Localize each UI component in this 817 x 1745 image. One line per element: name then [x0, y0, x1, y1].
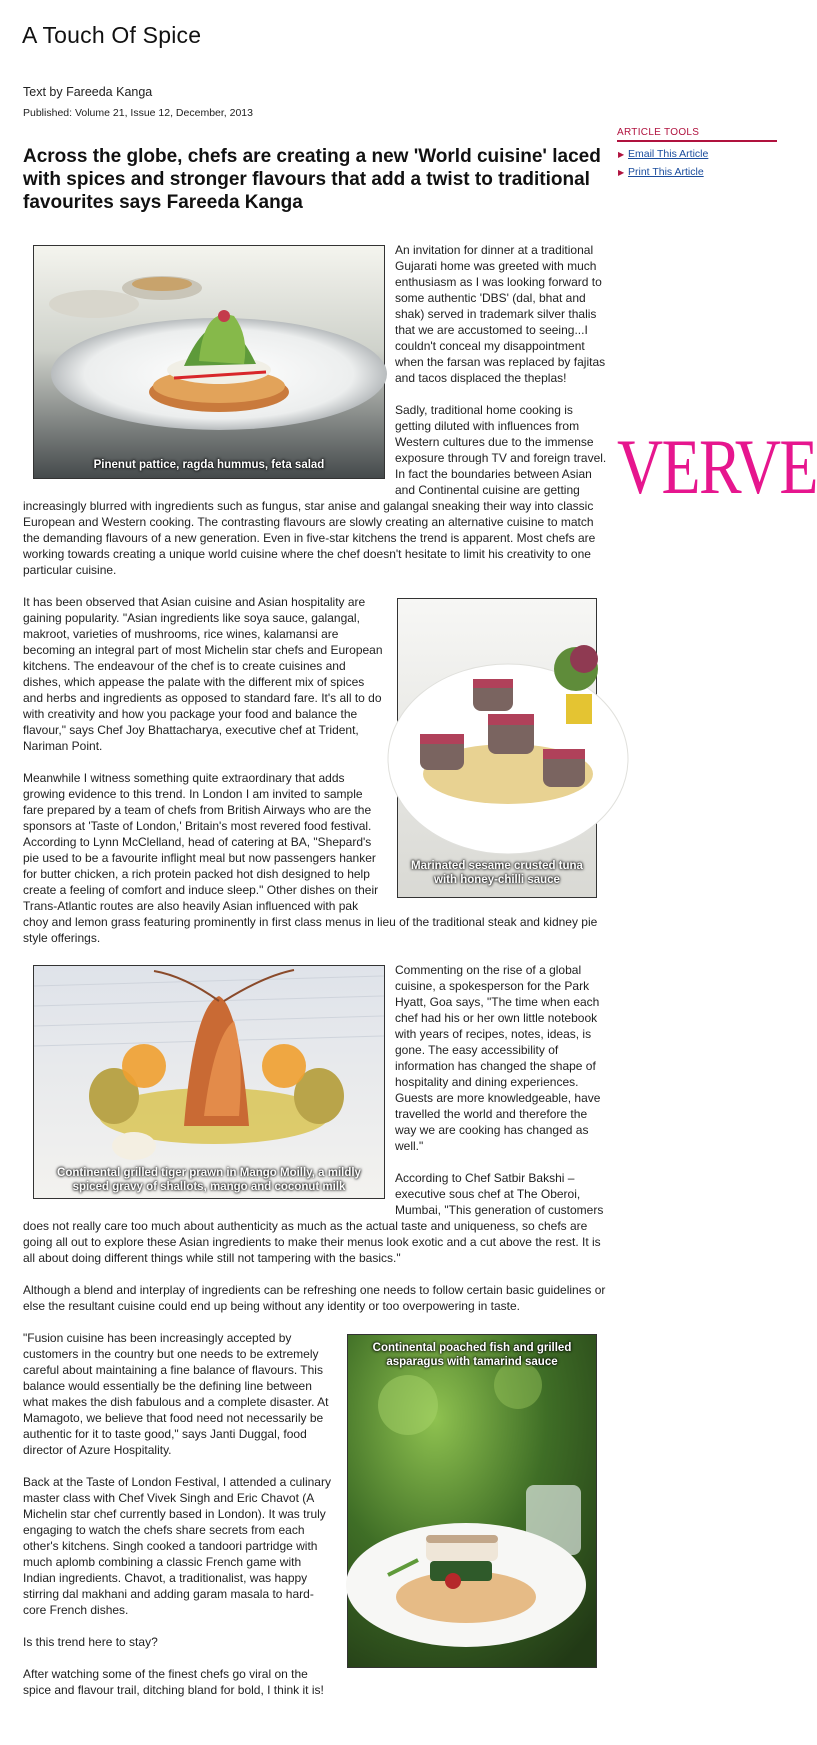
article-tools [617, 127, 777, 178]
caption-fish: Continental poached fish and grilled asparagus with tamarind sauce [372, 1342, 572, 1368]
print-article-item [617, 166, 777, 178]
pattice-image [34, 246, 384, 478]
paragraph: It has been observed that Asian cuisine and Asian hospitality are gaining popularity. "Asian ingredients like soya sauce, galangal, makroot, varieties of mushrooms, rice wines, kalamansi are becoming an integral part of most Michelin star chefs and European kitchens. The endeavour of the chef is to create cuisines and dishes, which appease the palate with the different mix of spices and herbs and ingredients as opposed to standard fare. It's all to do with creativity and how you package your food and balance the flavour," says Chef Joy Bhattacharya, executive chef at Trident, Nariman Point. [23, 595, 383, 753]
verve-logo[interactable]: VERVE [617, 423, 817, 510]
paragraph: After watching some of the finest chefs go viral on the spice and flavour trail, ditching bland for bold, I think it is! [23, 1667, 324, 1697]
paragraph: Commenting on the rise of a global cuisine, a spokesperson for the Park Hyatt, Goa says, "The time when each chef had his or her own little notebook with years of recipes, notes, ideas, is gone. The easy accessibility of information has changed the shape of hospitality and dining experiences. Guests are more knowledgeable, have travelled the world and therefore the way we are cooking has changed as well." [395, 963, 601, 1153]
photo-pinenut-pattice [33, 245, 385, 479]
caption-tuna: Marinated sesame crusted tuna with honey-chilli sauce [411, 860, 583, 886]
print-article-link[interactable]: Print This Article [628, 166, 704, 178]
paragraph: Sadly, traditional home cooking is getting diluted with influences from Western cultures due to the immense exposure through TV and foreign travel. In fact the boundaries between Asian and Continental cuisine are getting increasingly blurred with ingredients such as fungus, star anise and galangal sneaking their way into classic European and Western cooking. The contrasting flavours are slowly creating an alternative cuisine to match the demanding flavours of a new generation. Even in five-star kitchens the trend is apparent. Most chefs are working towards creating a unique world cuisine where the chef doesn't hesitate to limit his creativity to one particular cuisine. [23, 403, 607, 577]
prawn-image [34, 966, 384, 1198]
photo-poached-fish [347, 1334, 597, 1668]
paragraph: Is this trend here to stay? [23, 1635, 158, 1649]
standfirst: Across the globe, chefs are creating a new 'World cuisine' laced with spices and stronger flavours that add a twist to traditional favourites says Fareeda Kanga [23, 146, 601, 213]
byline: Text by Fareeda Kanga [23, 85, 153, 99]
photo-tiger-prawn [33, 965, 385, 1199]
article-body [23, 242, 609, 1714]
paragraph: Back at the Taste of London Festival, I attended a culinary master class with Chef Vivek Singh and Eric Chavot (A Michelin star chef currently based in London). It was truly engaging to watch the chefs share secrets from each other's kitchens. Singh cooked a tandoori partridge with much aplomb combining a classic French game with Indian ingredients. Chavot, a traditionalist, was happy stirring dal makhani and adding garam masala to hard-core French dishes. [23, 1475, 331, 1617]
published-info: Published: Volume 21, Issue 12, December, 2013 [23, 107, 253, 119]
caption-pattice: Pinenut pattice, ragda hummus, feta salad [93, 459, 325, 471]
article-tools-heading: ARTICLE TOOLS [617, 127, 777, 142]
paragraph: Although a blend and interplay of ingredients can be refreshing one needs to follow certain basic guidelines or else the resultant cuisine could end up being without any identity or too overpowering in taste. [23, 1283, 606, 1313]
arrow-right-icon: ▶ [618, 150, 625, 159]
caption-prawn: Continental grilled tiger prawn in Mango Moilly, a mildly spiced gravy of shallots, mango and coconut milk [57, 1167, 361, 1193]
paragraph: An invitation for dinner at a traditional Gujarati home was greeted with much enthusiasm as I was looking forward to some authentic 'DBS' (dal, bhat and shak) served in trademark silver thalis that we are accustomed to seeing...I couldn't conceal my disappointment when the farsan was replaced by fajitas and tacos displaced the theplas! [395, 243, 606, 385]
article-title: A Touch Of Spice [22, 22, 202, 48]
email-article-link[interactable]: Email This Article [628, 148, 709, 160]
fish-image [348, 1335, 596, 1667]
paragraph: "Fusion cuisine has been increasingly accepted by customers in the country but one needs to be extremely careful about maintaining a fine balance of flavours. This balance would essentially be the defining line between what makes the dish fabulous and a complete disaster. At Mamagoto, we believe that food need not necessarily be authentic for it to taste good," says Janti Duggal, food director of Azure Hospitality. [23, 1331, 329, 1457]
paragraph: According to Chef Satbir Bakshi – executive sous chef at The Oberoi, Mumbai, "This generation of customers does not really care too much about authenticity as much as the actual taste and uniqueness, so chefs are going all out to explore these Asian ingredients to make their menus look exotic and a cut above the rest. It is all about doing different things while still not tampering with the basics." [23, 1171, 604, 1265]
photo-sesame-tuna [397, 598, 597, 898]
paragraph: Meanwhile I witness something quite extraordinary that adds growing evidence to this trend. In London I am invited to sample fare prepared by a team of chefs from British Airways who are the sponsors at 'Taste of London,' Britain's most revered food festival. According to Lynn McClelland, head of catering at BA, "Shepard's pie used to be a favourite inflight meal but now passengers hanker for butter chicken, a rich protein packed hot dish designed to help create a feeling of comfort and induce sleep." Other dishes on their Trans-Atlantic routes are also heavily Asian influenced with pak choy and lemon grass featuring prominently in first class menus in lieu of the traditional steak and kidney pie style offerings. [23, 771, 598, 945]
email-article-item [617, 148, 777, 160]
arrow-right-icon: ▶ [618, 168, 625, 177]
tuna-image [398, 599, 596, 897]
